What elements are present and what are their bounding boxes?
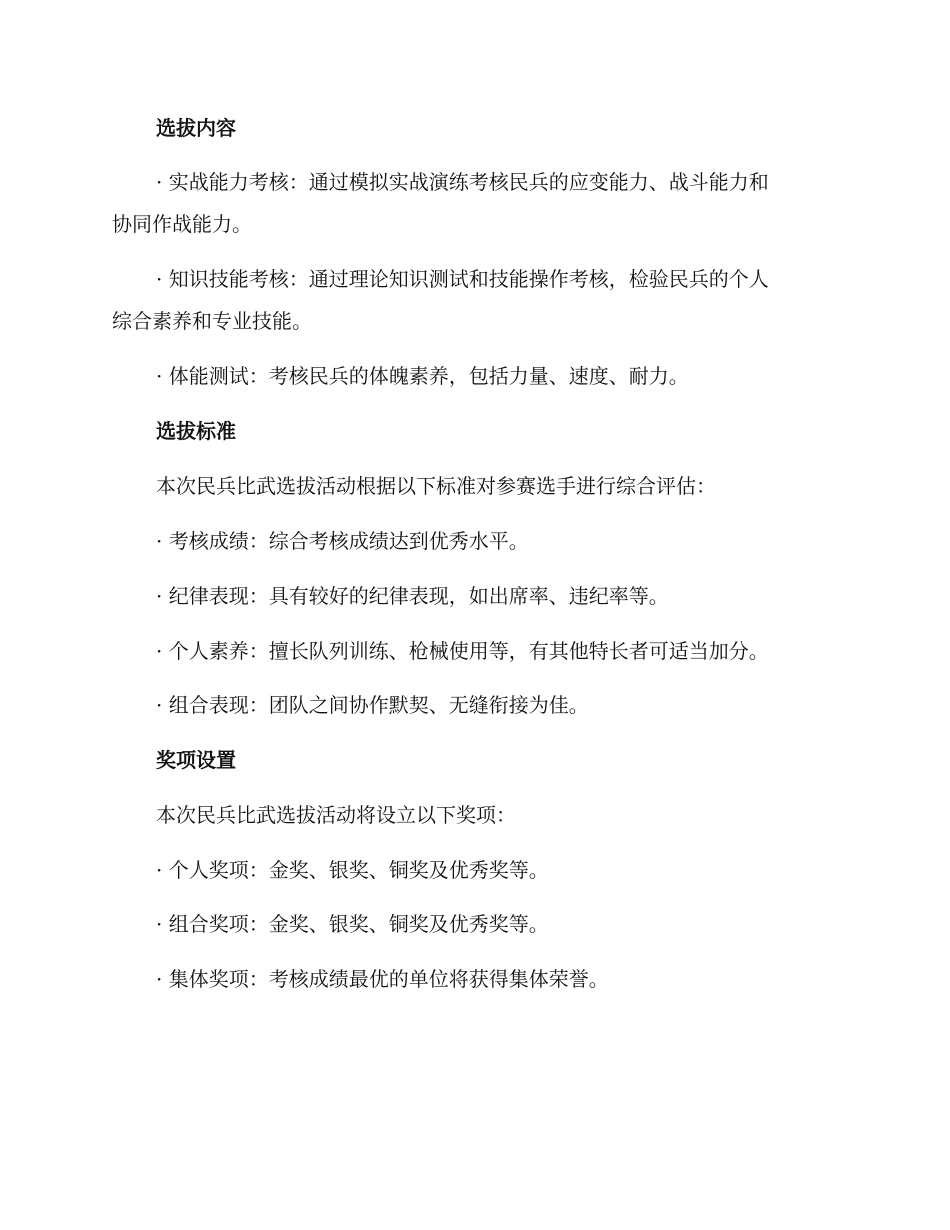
list-item-line: · 集体奖项：考核成绩最优的单位将获得集体荣誉。 (156, 967, 609, 991)
list-item-line: · 知识技能考核：通过理论知识测试和技能操作考核，检验民兵的个人 (156, 267, 769, 291)
list-item-line: · 体能测试：考核民兵的体魄素养，包括力量、速度、耐力。 (156, 364, 689, 388)
list-item-line: · 组合表现：团队之间协作默契、无缝衔接为佳。 (156, 693, 589, 717)
list-item-line: · 考核成绩：综合考核成绩达到优秀水平。 (156, 529, 529, 553)
section-intro: 本次民兵比武选拔活动将设立以下奖项： (156, 803, 516, 827)
list-item-continuation: 协同作战能力。 (112, 212, 252, 236)
list-item-line: · 组合奖项：金奖、银奖、铜奖及优秀奖等。 (156, 912, 549, 936)
list-item-line: · 个人奖项：金奖、银奖、铜奖及优秀奖等。 (156, 858, 549, 882)
list-item-continuation: 综合素养和专业技能。 (112, 309, 312, 333)
list-item-line: · 个人素养：擅长队列训练、枪械使用等，有其他特长者可适当加分。 (156, 639, 769, 663)
list-item-line: · 纪律表现：具有较好的纪律表现，如出席率、违纪率等。 (156, 584, 669, 608)
section-heading-selection-criteria: 选拔标准 (156, 419, 236, 443)
list-item-line: · 实战能力考核：通过模拟实战演练考核民兵的应变能力、战斗能力和 (156, 170, 769, 194)
section-heading-selection-content: 选拔内容 (156, 116, 236, 140)
section-heading-awards: 奖项设置 (156, 748, 236, 772)
section-intro: 本次民兵比武选拔活动根据以下标准对参赛选手进行综合评估： (156, 474, 716, 498)
